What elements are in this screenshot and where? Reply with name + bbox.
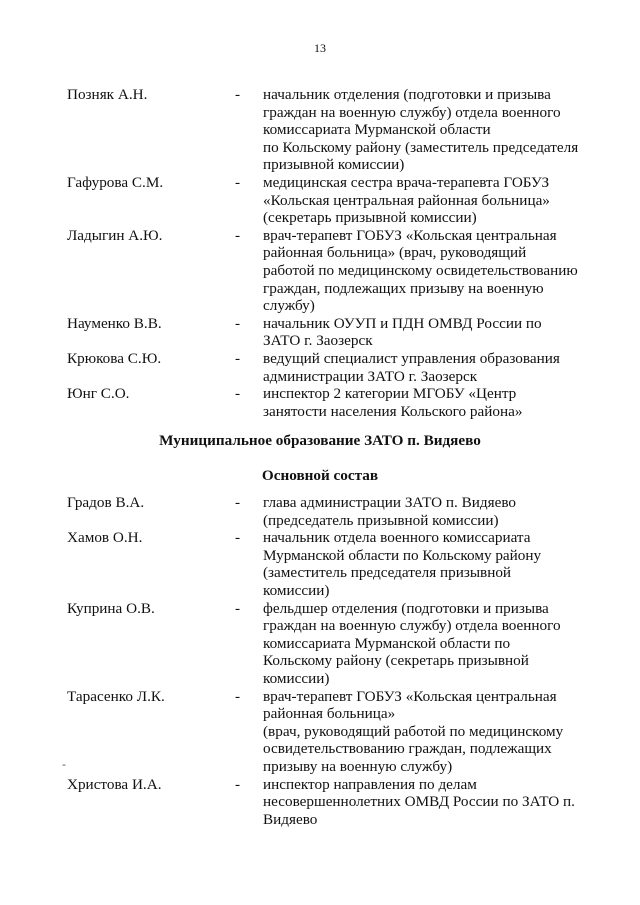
entry-dash: - (235, 599, 241, 617)
member-name: Хамов О.Н. (67, 529, 143, 547)
member-role-line: граждан, подлежащих призыву на военную (263, 279, 544, 297)
member-name: Науменко В.В. (67, 314, 162, 332)
entry-dash: - (235, 494, 241, 511)
member-entry (67, 529, 597, 599)
member-role-line: Мурманской области по Кольскому району (263, 546, 542, 564)
entry-dash: - (235, 349, 241, 367)
member-role-line: комиссии) (263, 669, 330, 687)
member-role (263, 315, 599, 350)
member-role-line: службу) (263, 297, 315, 315)
member-name: Позняк А.Н. (67, 86, 148, 103)
member-entry (67, 174, 597, 227)
entry-dash: - (235, 86, 241, 103)
member-name: Ладыгин А.Ю. (67, 226, 163, 244)
member-role-line: врач-терапевт ГОБУЗ «Кольская центральная (263, 687, 557, 705)
entry-dash: - (235, 529, 241, 547)
page-number: 13 (314, 41, 326, 55)
member-role (263, 174, 599, 227)
member-entry (67, 350, 597, 385)
member-role-line: призыву на военную службу) (263, 757, 453, 775)
member-role-line: районная больница» (врач, руководящий (263, 244, 527, 262)
member-role-line: граждан на военную службу) отдела военного (263, 103, 561, 121)
member-name: Христова И.А. (67, 775, 162, 793)
member-role (263, 86, 599, 174)
member-role-line: комиссариата Мурманской области по (263, 634, 511, 652)
member-entry (67, 776, 597, 829)
entry-dash: - (235, 226, 241, 244)
member-role-line: инспектор 2 категории МГОБУ «Центр (263, 385, 517, 403)
member-role-line: занятости населения Кольского района» (263, 402, 523, 420)
member-role-line: по Кольскому району (заместитель председателя (263, 138, 579, 156)
member-name: Гафурова С.М. (67, 173, 164, 191)
member-role-line: (секретарь призывной комиссии) (263, 209, 477, 227)
member-role-line: освидетельствованию граждан, подлежащих (263, 740, 552, 758)
member-role-line: (врач, руководящий работой по медицинскому (263, 722, 564, 740)
member-role (263, 494, 599, 529)
member-role-line: администрации ЗАТО г. Заозерск (263, 367, 478, 385)
member-role-line: «Кольская центральная районная больница» (263, 191, 550, 209)
member-role (263, 600, 599, 688)
entry-dash: - (235, 687, 241, 705)
member-role-line: фельдшер отделения (подготовки и призыва (263, 599, 549, 617)
member-role-line: несовершеннолетних ОМВД России по ЗАТО п. (263, 793, 575, 811)
member-name: Куприна О.В. (67, 599, 155, 617)
composition-heading: Основной состав (261, 467, 379, 484)
member-entry (67, 227, 597, 315)
municipality-heading: Муниципальное образование ЗАТО п. Видяево (159, 432, 481, 449)
member-name: Градов В.А. (67, 494, 145, 511)
entry-dash: - (235, 314, 241, 332)
member-role-line: комиссариата Мурманской области (263, 121, 491, 139)
member-role-line: начальник отделения (подготовки и призыва (263, 86, 551, 103)
member-role-line: работой по медицинскому освидетельствованию (263, 261, 578, 279)
member-role-line: ЗАТО г. Заозерск (263, 332, 373, 350)
member-role-line: районная больница» (263, 705, 396, 723)
member-role (263, 688, 599, 776)
member-entry (67, 385, 597, 420)
member-role-line: (заместитель председателя призывной (263, 564, 512, 582)
member-role (263, 227, 599, 315)
member-role-line: врач-терапевт ГОБУЗ «Кольская центральная (263, 226, 557, 244)
member-role-line: комиссии) (263, 581, 330, 599)
member-entry (67, 315, 597, 350)
member-role-line: Кольскому району (секретарь призывной (263, 652, 529, 670)
member-entry (67, 494, 597, 529)
member-role-line: медицинская сестра врача-терапевта ГОБУЗ (263, 173, 550, 191)
member-role-line: призывной комиссии) (263, 156, 405, 174)
commission-list-top (67, 86, 597, 420)
entry-dash: - (235, 385, 241, 403)
member-role-line: Видяево (263, 810, 318, 828)
member-name: Юнг С.О. (67, 385, 130, 403)
member-name: Тарасенко Л.К. (67, 687, 165, 705)
member-role (263, 529, 599, 599)
entry-dash: - (235, 173, 241, 191)
member-role (263, 776, 599, 829)
member-role-line: граждан на военную службу) отдела военного (263, 617, 561, 635)
commission-list-bottom (67, 494, 597, 828)
member-role-line: ведущий специалист управления образования (263, 349, 560, 367)
member-role-line: начальник ОУУП и ПДН ОМВД России по (263, 314, 542, 332)
member-role (263, 385, 599, 420)
member-name: Крюкова С.Ю. (67, 349, 162, 367)
margin-mark: - (62, 757, 66, 771)
member-entry (67, 600, 597, 688)
member-role-line: начальник отдела военного комиссариата (263, 529, 531, 547)
entry-dash: - (235, 775, 241, 793)
member-role-line: (председатель призывной комиссии) (263, 511, 499, 529)
member-entry (67, 688, 597, 776)
member-role-line: глава администрации ЗАТО п. Видяево (263, 494, 517, 511)
member-role (263, 350, 599, 385)
member-role-line: инспектор направления по делам (263, 775, 477, 793)
member-entry (67, 86, 597, 174)
